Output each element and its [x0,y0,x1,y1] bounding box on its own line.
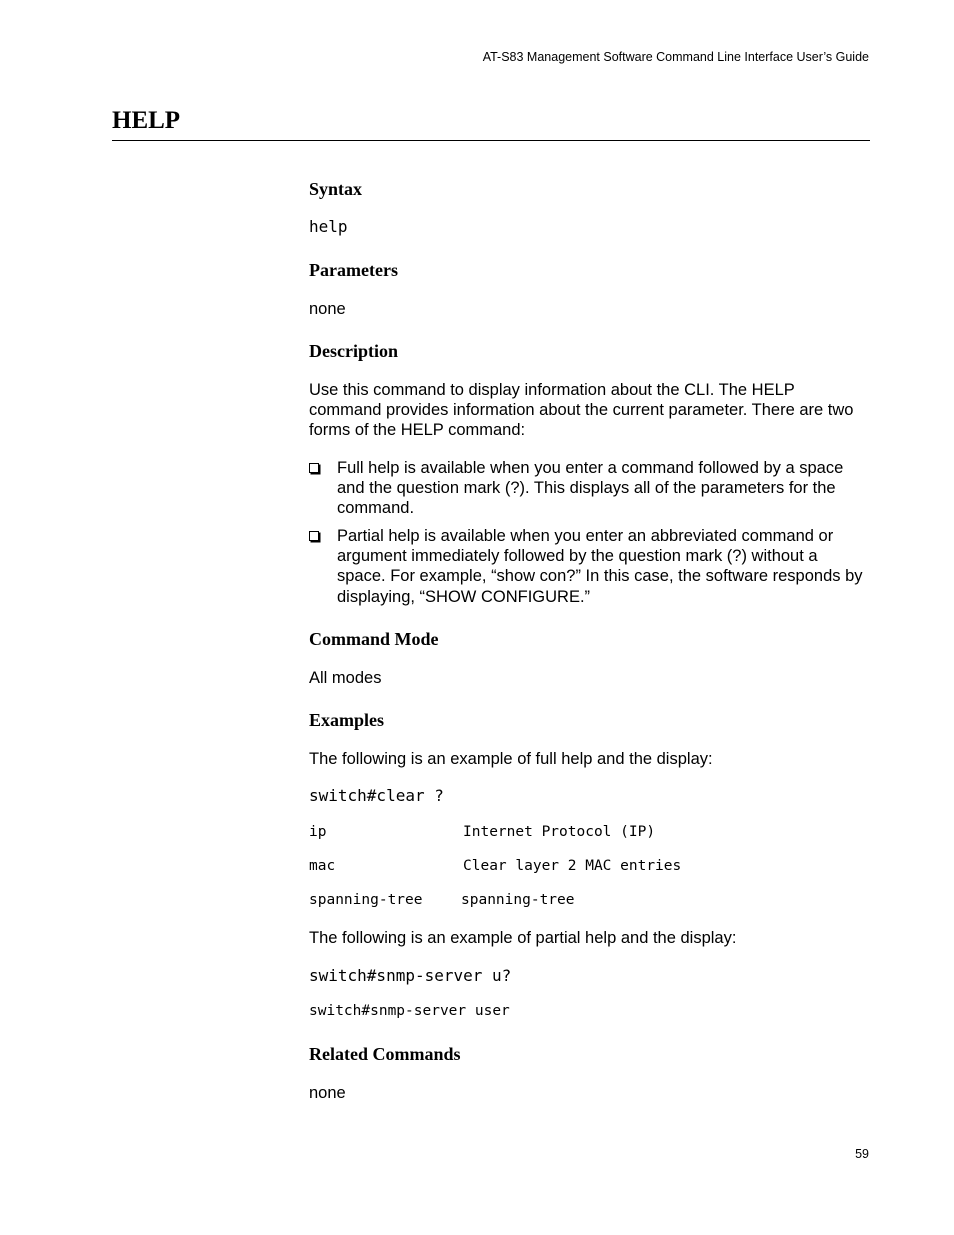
page-title: HELP [112,107,181,134]
example-full-command: switch#clear ? [309,786,444,805]
description-bullet-full-help: Full help is available when you enter a command followed by a space and the question mark (?). This displays all of the parameters for the command. [337,459,844,518]
examples-intro-full: The following is an example of full help and the display: [309,750,713,768]
title-divider [112,140,870,141]
description-text: Use this command to display information about the CLI. The HELP command provides information about the current parameter. There are two forms of the HELP command: [309,381,854,440]
example-output-param: mac [309,858,336,874]
related-commands-text: none [309,1084,346,1102]
parameters-heading: Parameters [309,260,398,280]
syntax-heading: Syntax [309,179,363,199]
example-output-param: spanning-tree [309,892,423,908]
example-output-desc: spanning-tree [461,892,575,908]
examples-heading: Examples [309,710,385,730]
description-heading: Description [309,341,398,361]
bullet-square-icon [309,531,319,541]
syntax-code: help [309,217,348,236]
related-commands-heading: Related Commands [309,1044,461,1064]
example-output-desc: Internet Protocol (IP) [463,824,656,840]
example-partial-command: switch#snmp-server u? [309,966,512,985]
parameters-text: none [309,300,346,318]
bullet-square-icon [309,463,319,473]
page-number: 59 [855,1147,869,1161]
description-bullet-partial-help: Partial help is available when you enter an abbreviated command or argument immediately followed by the question mark (?) without a space. For example, “show con?” In this case, the software responds by displaying, “SHOW CONFIGURE.” [337,527,863,606]
command-mode-heading: Command Mode [309,629,439,649]
command-mode-text: All modes [309,669,382,687]
example-output-param: ip [309,824,327,840]
example-output-desc: Clear layer 2 MAC entries [463,858,682,874]
example-partial-output: switch#snmp-server user [309,1003,510,1019]
examples-intro-partial: The following is an example of partial help and the display: [309,929,737,947]
running-header: AT-S83 Management Software Command Line Interface User’s Guide [482,50,869,64]
